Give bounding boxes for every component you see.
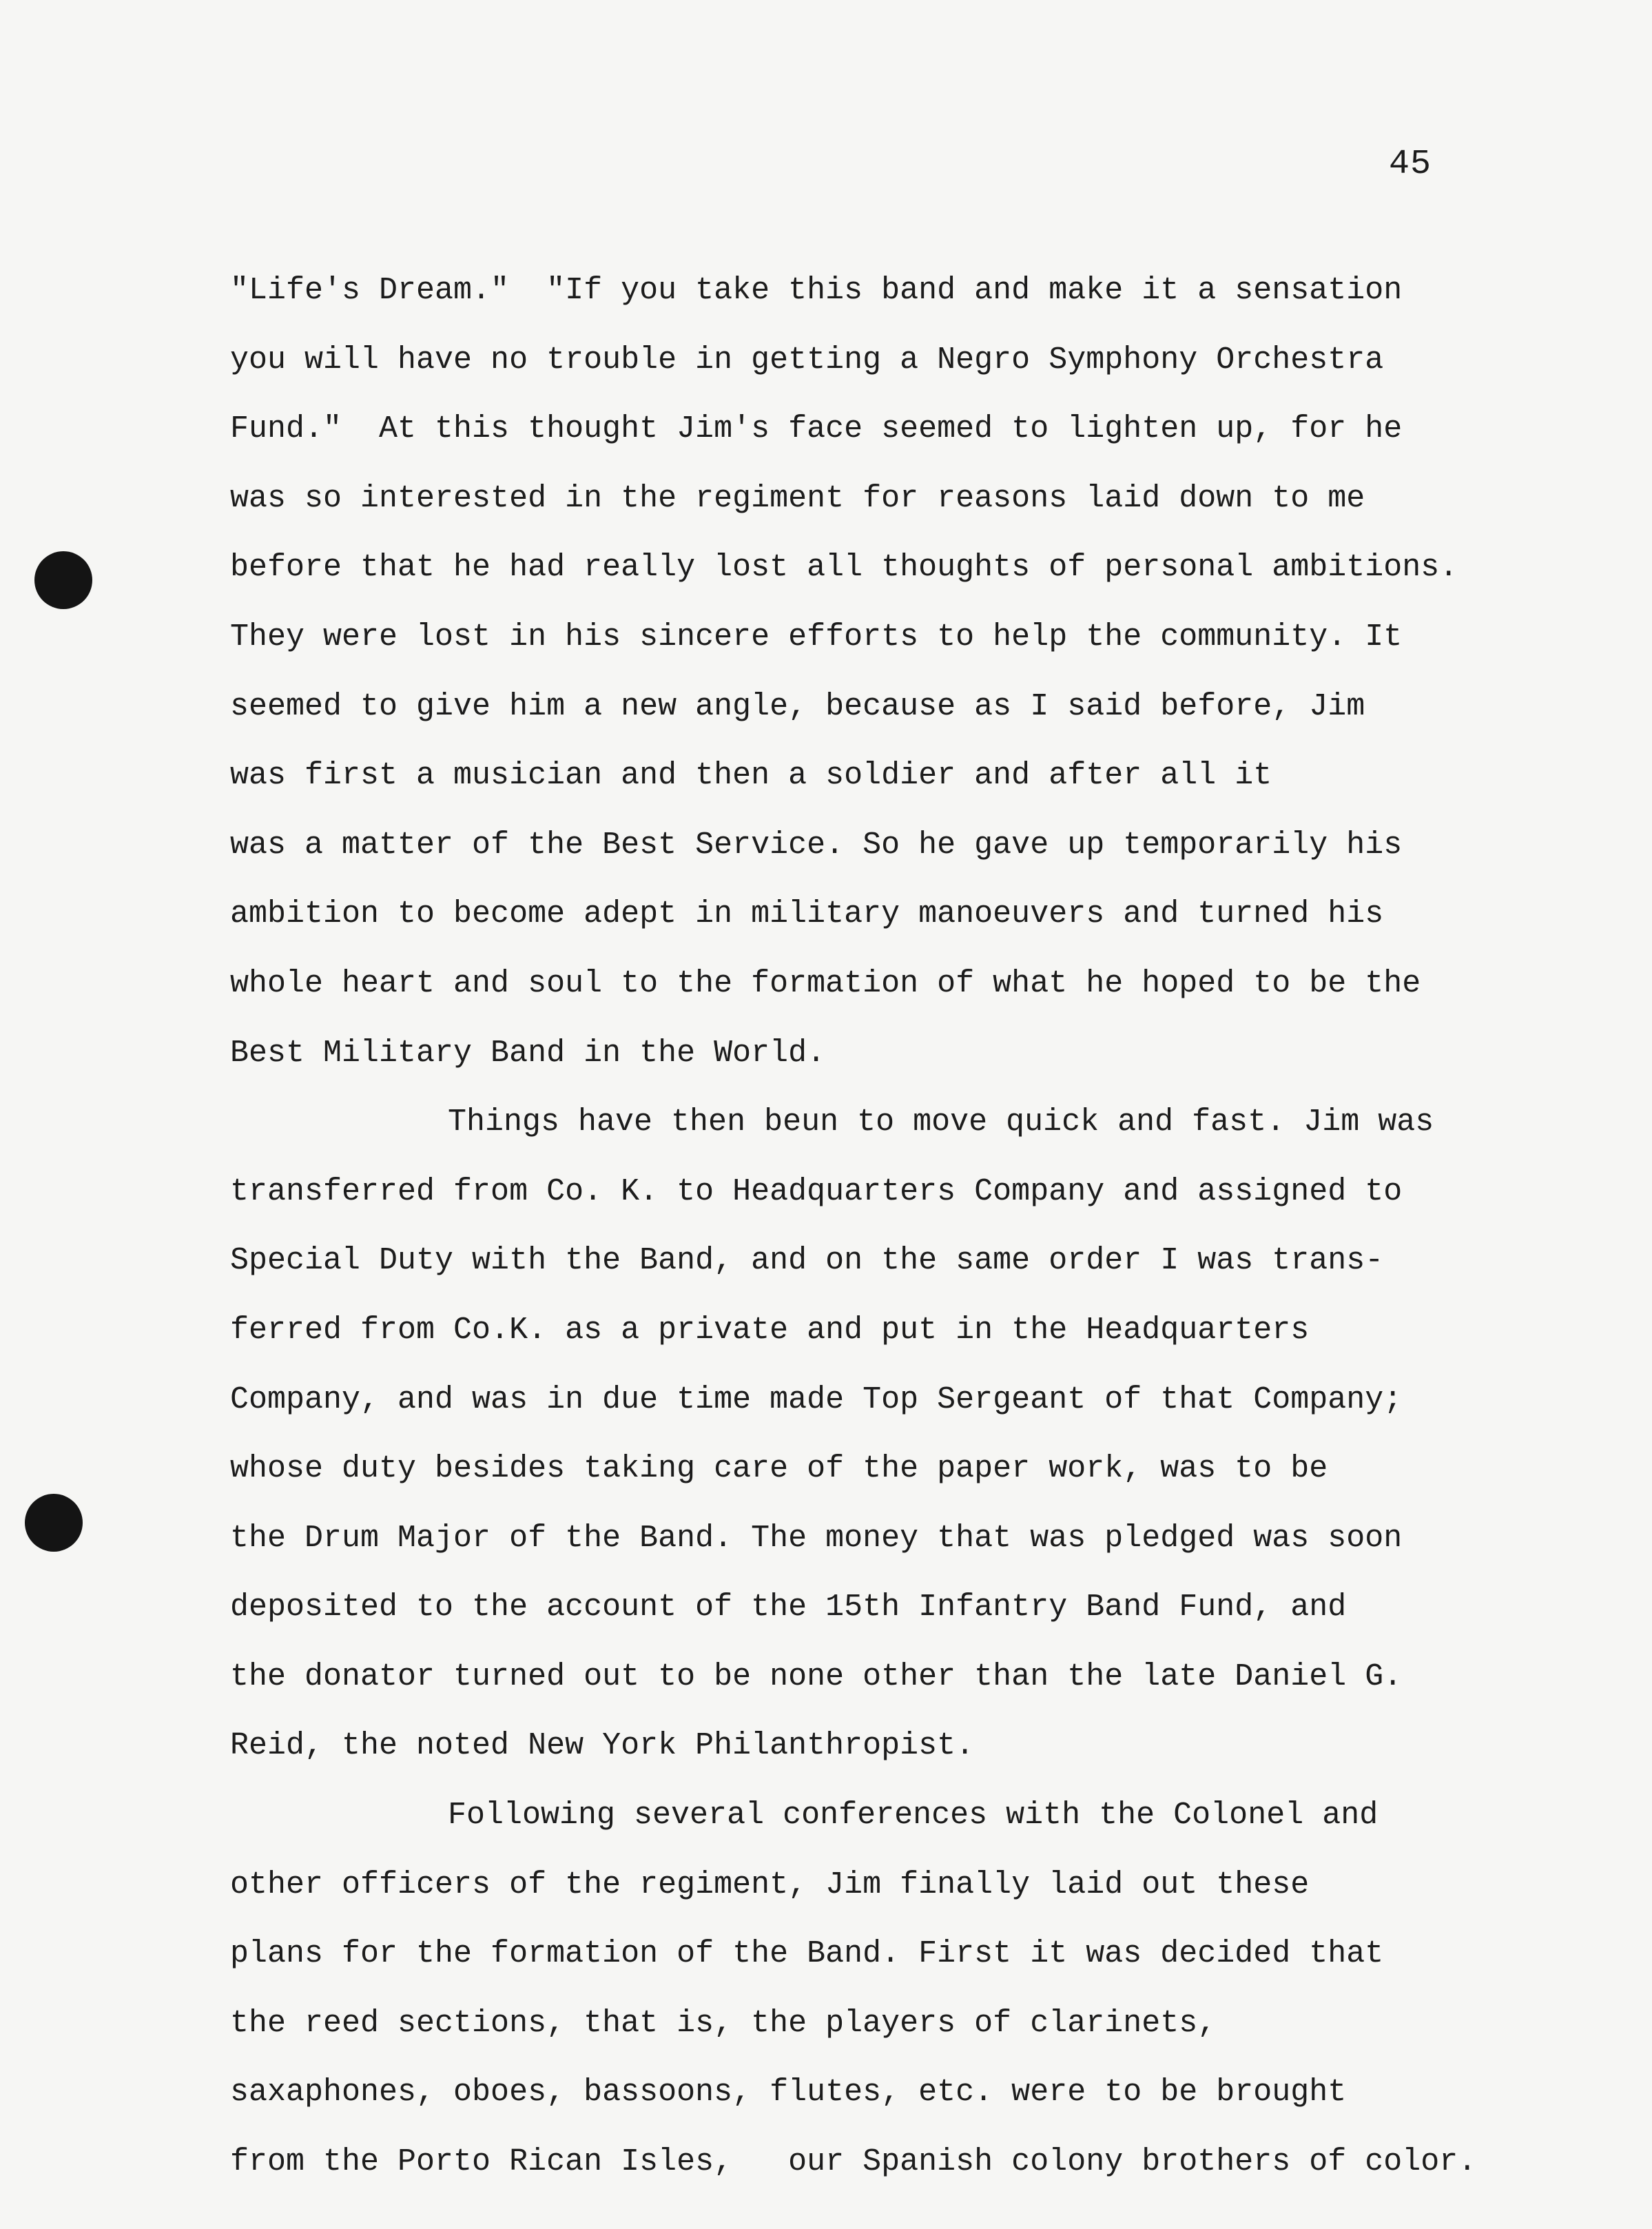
text-line: ambition to become adept in military manoeuvers and turned his bbox=[230, 896, 1384, 932]
text-line: other officers of the regiment, Jim finally laid out these bbox=[230, 1867, 1310, 1902]
paragraph-start-line: Following several conferences with the Colonel and bbox=[448, 1798, 1379, 1833]
text-line: saxaphones, oboes, bassoons, flutes, etc. were to be brought bbox=[230, 2075, 1347, 2110]
text-line: was so interested in the regiment for reasons laid down to me bbox=[230, 480, 1365, 516]
text-line: was first a musician and then a soldier and after all it bbox=[230, 758, 1272, 794]
text-line: seemed to give him a new angle, because as I said before, Jim bbox=[230, 688, 1365, 724]
text-line: you will have no trouble in getting a Negro Symphony Orchestra bbox=[230, 342, 1384, 378]
text-line: Fund." At this thought Jim's face seemed to lighten up, for he bbox=[230, 411, 1403, 447]
text-line: before that he had really lost all thoughts of personal ambitions. bbox=[230, 550, 1458, 586]
text-line: Company, and was in due time made Top Sergeant of that Company; bbox=[230, 1381, 1403, 1417]
text-line: They were lost in his sincere efforts to help the community. It bbox=[230, 619, 1403, 655]
text-line: the reed sections, that is, the players of clarinets, bbox=[230, 2005, 1217, 2041]
punch-hole-bottom bbox=[25, 1494, 83, 1552]
text-line: Reid, the noted New York Philanthropist. bbox=[230, 1728, 975, 1764]
text-line: whose duty besides taking care of the paper work, was to be bbox=[230, 1451, 1328, 1487]
text-line: the Drum Major of the Band. The money that was pledged was soon bbox=[230, 1520, 1403, 1556]
page-number: 45 bbox=[1389, 145, 1432, 184]
text-line: Special Duty with the Band, and on the same order I was trans- bbox=[230, 1243, 1384, 1279]
punch-hole-top bbox=[34, 551, 92, 609]
paragraph-start-line: Things have then beun to move quick and fast. Jim was bbox=[448, 1105, 1434, 1140]
text-line: whole heart and soul to the formation of what he hoped to be the bbox=[230, 965, 1421, 1001]
text-line: the donator turned out to be none other than the late Daniel G. bbox=[230, 1658, 1403, 1694]
text-line: Best Military Band in the World. bbox=[230, 1035, 826, 1071]
text-line: deposited to the account of the 15th Infantry Band Fund, and bbox=[230, 1590, 1347, 1625]
text-line: "Life's Dream." "If you take this band and make it a sensation bbox=[230, 273, 1403, 308]
text-line: plans for the formation of the Band. First it was decided that bbox=[230, 1936, 1384, 1972]
typed-body-text bbox=[230, 256, 1622, 2197]
text-line: from the Porto Rican Isles, our Spanish colony brothers of color. bbox=[230, 2144, 1477, 2180]
text-line: transferred from Co. K. to Headquarters Company and assigned to bbox=[230, 1173, 1403, 1209]
text-line: was a matter of the Best Service. So he gave up temporarily his bbox=[230, 827, 1403, 863]
text-line: ferred from Co.K. as a private and put in the Headquarters bbox=[230, 1312, 1310, 1348]
